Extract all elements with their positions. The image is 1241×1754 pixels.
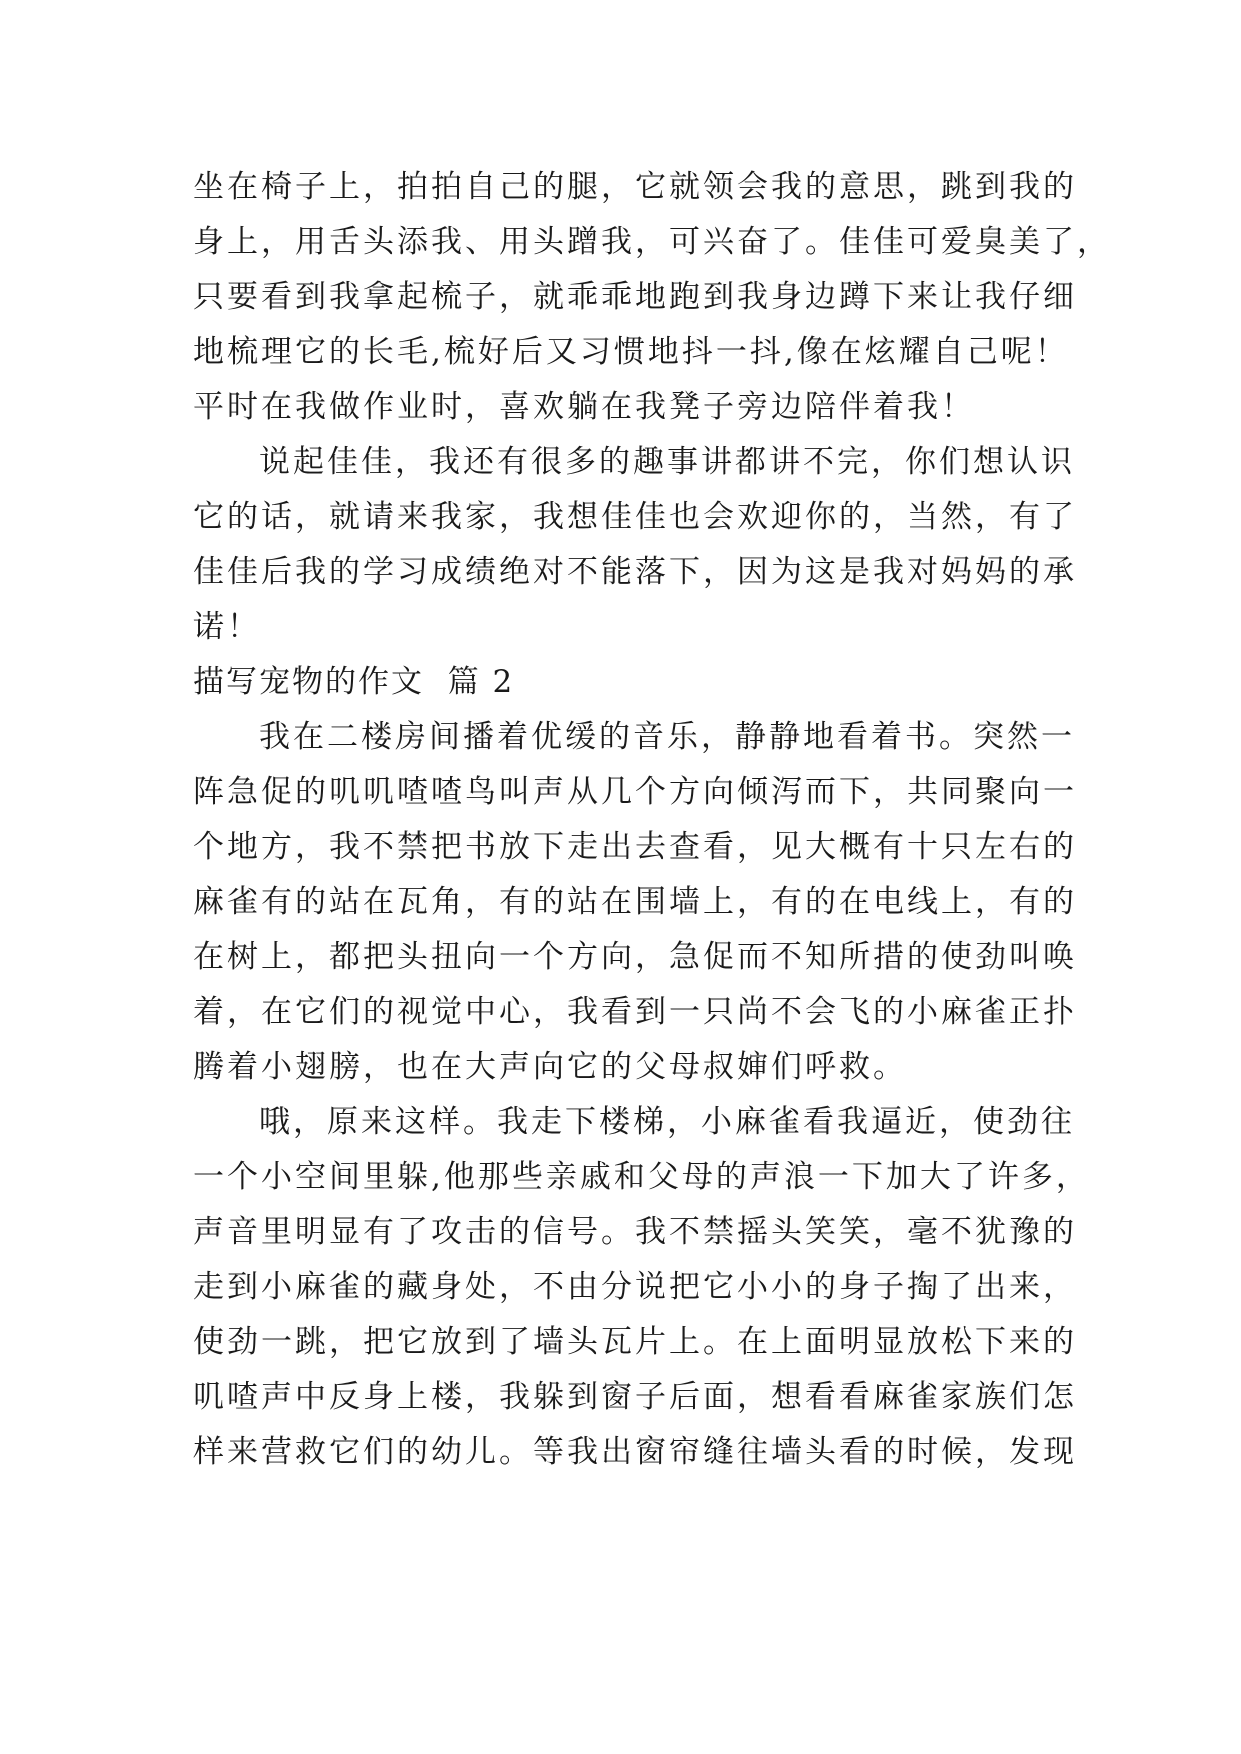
text-line: 地梳理它的长毛,梳好后又习惯地抖一抖,像在炫耀自己呢！ [193,334,1069,370]
text-line: 佳佳后我的学习成绩绝对不能落下，因为这是我对妈妈的承 [193,554,1077,590]
text-line: 阵急促的叽叽喳喳鸟叫声从几个方向倾泻而下，共同聚向一 [193,774,1077,810]
text-line: 只要看到我拿起梳子，就乖乖地跑到我身边蹲下来让我仔细 [193,279,1077,315]
text-line: 说起佳佳，我还有很多的趣事讲都讲不完，你们想认识 [259,444,1075,480]
text-line: 身上，用舌头添我、用头蹭我，可兴奋了。佳佳可爱臭美了， [193,224,1111,260]
paragraph-sparrow-intro [193,710,1077,1095]
text-line: 使劲一跳，把它放到了墙头瓦片上。在上面明显放松下来的 [193,1324,1077,1360]
text-line: 它的话，就请来我家，我想佳佳也会欢迎你的，当然，有了 [193,499,1077,535]
text-line: 平时在我做作业时，喜欢躺在我凳子旁边陪伴着我！ [193,389,975,425]
document-body [193,160,1111,1480]
text-line: 着，在它们的视觉中心，我看到一只尚不会飞的小麻雀正扑 [193,994,1077,1030]
text-line: 在树上，都把头扭向一个方向，急促而不知所措的使劲叫唤 [193,939,1077,975]
text-line: 个地方，我不禁把书放下走出去查看，见大概有十只左右的 [193,829,1077,865]
text-line: 麻雀有的站在瓦角，有的站在围墙上，有的在电线上，有的 [193,884,1077,920]
text-line: 我在二楼房间播着优缓的音乐，静静地看着书。突然一 [259,719,1075,755]
paragraph-closing [193,435,1077,655]
paragraph-continued [193,160,1111,435]
section-heading: 描写宠物的作文 篇 2 [193,664,515,700]
text-line: 腾着小翅膀，也在大声向它的父母叔婶们呼救。 [193,1049,907,1085]
text-line: 走到小麻雀的藏身处，不由分说把它小小的身子掏了出来， [193,1269,1077,1305]
text-line: 叽喳声中反身上楼，我躲到窗子后面，想看看麻雀家族们怎 [193,1379,1077,1415]
text-line: 坐在椅子上，拍拍自己的腿，它就领会我的意思，跳到我的 [193,169,1077,205]
text-line: 哦，原来这样。我走下楼梯，小麻雀看我逼近，使劲往 [259,1104,1075,1140]
text-line: 诺！ [193,609,261,645]
text-line: 声音里明显有了攻击的信号。我不禁摇头笑笑，毫不犹豫的 [193,1214,1077,1250]
paragraph-sparrow-rescue [193,1095,1090,1480]
text-line: 一个小空间里躲,他那些亲戚和父母的声浪一下加大了许多， [193,1159,1090,1195]
text-line: 样来营救它们的幼儿。等我出窗帘缝往墙头看的时候，发现 [193,1434,1077,1470]
